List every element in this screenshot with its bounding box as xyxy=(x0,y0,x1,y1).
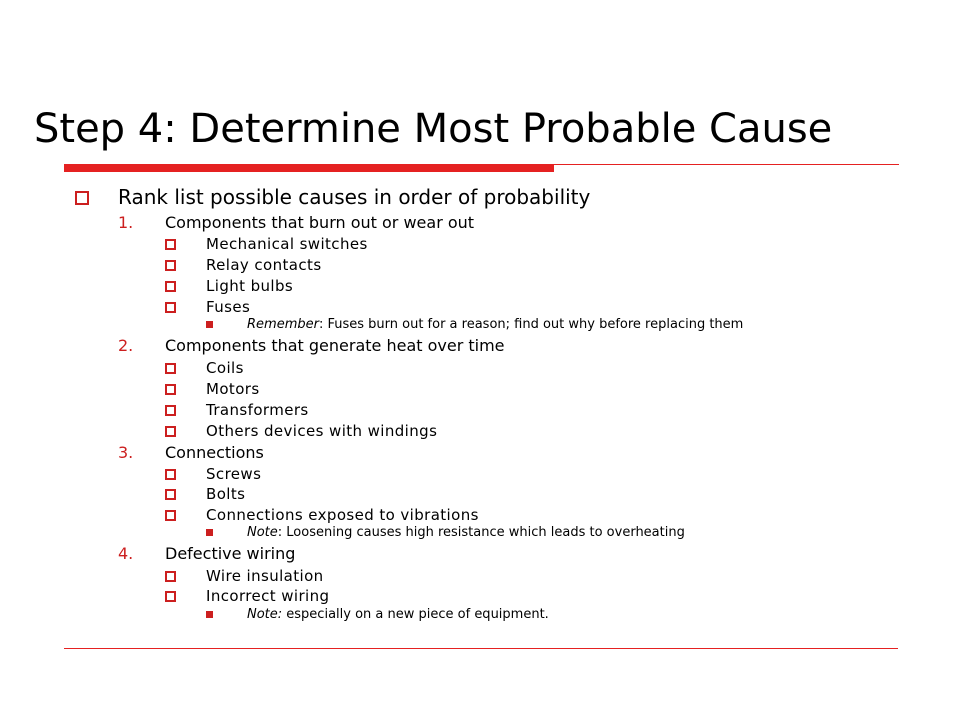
main-point: Rank list possible causes in order of probability xyxy=(118,185,591,209)
hollow-square-bullet-icon xyxy=(165,363,176,374)
list-item: Incorrect wiring xyxy=(206,587,330,605)
hollow-square-bullet-icon xyxy=(165,469,176,480)
note-lead: Note: xyxy=(247,607,283,622)
filled-square-bullet-icon xyxy=(206,321,213,328)
note xyxy=(247,525,685,540)
group-label: Defective wiring xyxy=(165,544,296,563)
list-item: Mechanical switches xyxy=(206,235,368,253)
list-item: Coils xyxy=(206,359,244,377)
list-item: Screws xyxy=(206,465,262,483)
hollow-square-bullet-icon xyxy=(165,426,176,437)
note xyxy=(247,317,743,332)
list-item: Wire insulation xyxy=(206,567,324,585)
note-lead: Remember xyxy=(247,317,319,332)
list-item: Fuses xyxy=(206,298,251,316)
list-item: Connections exposed to vibrations xyxy=(206,506,479,524)
hollow-square-bullet-icon xyxy=(75,191,89,205)
hollow-square-bullet-icon xyxy=(165,571,176,582)
title-underline-rule xyxy=(554,164,899,165)
list-item: Motors xyxy=(206,380,260,398)
list-item: Light bulbs xyxy=(206,277,294,295)
group-label: Components that generate heat over time xyxy=(165,336,505,355)
footer-rule xyxy=(64,648,898,649)
slide-title: Step 4: Determine Most Probable Cause xyxy=(34,106,833,152)
hollow-square-bullet-icon xyxy=(165,302,176,313)
hollow-square-bullet-icon xyxy=(165,239,176,250)
hollow-square-bullet-icon xyxy=(165,489,176,500)
note-text: : Loosening causes high resistance which leads to overheating xyxy=(277,525,685,540)
group-label: Components that burn out or wear out xyxy=(165,213,475,232)
filled-square-bullet-icon xyxy=(206,611,213,618)
list-item: Relay contacts xyxy=(206,256,322,274)
note-lead: Note xyxy=(247,525,278,540)
list-item: Transformers xyxy=(206,401,309,419)
title-underline-accent xyxy=(64,164,554,172)
hollow-square-bullet-icon xyxy=(165,281,176,292)
hollow-square-bullet-icon xyxy=(165,384,176,395)
note xyxy=(247,607,549,622)
note-text: : Fuses burn out for a reason; find out why before replacing them xyxy=(318,317,744,332)
hollow-square-bullet-icon xyxy=(165,405,176,416)
hollow-square-bullet-icon xyxy=(165,591,176,602)
list-item: Others devices with windings xyxy=(206,422,438,440)
group-number: 1. xyxy=(118,213,134,232)
list-item: Bolts xyxy=(206,485,246,503)
filled-square-bullet-icon xyxy=(206,529,213,536)
group-number: 4. xyxy=(118,544,134,563)
group-number: 2. xyxy=(118,336,134,355)
group-number: 3. xyxy=(118,443,134,462)
hollow-square-bullet-icon xyxy=(165,510,176,521)
group-label: Connections xyxy=(165,443,264,462)
hollow-square-bullet-icon xyxy=(165,260,176,271)
note-text: especially on a new piece of equipment. xyxy=(282,607,549,622)
